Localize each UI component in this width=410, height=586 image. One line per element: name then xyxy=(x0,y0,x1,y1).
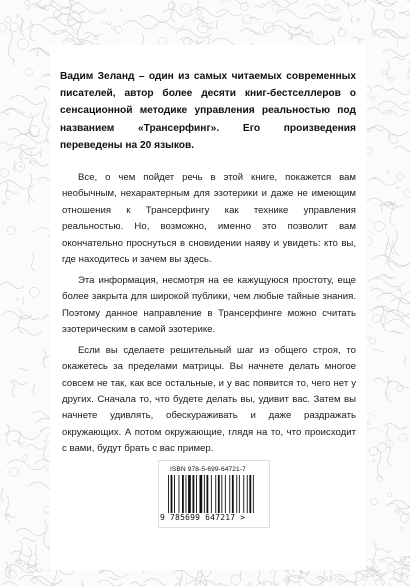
paragraph-3: Если вы сделаете решительный шаг из общего строя, то окажетесь за пределами матрицы. Вы начнете делать многое совсем не так, как все остальные, и у вас появится то, чего нет у других. Сначала то, что будете делать вы, удивит вас. Затем вы начнете удивлять, обескураживать и даже раздражать окружающих. А потом окружающие, глядя на то, что происходит с вами, будут брать с вас пример. xyxy=(62,344,356,455)
description xyxy=(62,170,356,462)
paragraph-1: Все, о чем пойдет речь в этой книге, покажется вам необычным, нехарактерным для эзотерики и даже не имеющим отношения к Трансерфингу как технике управления реальностью. Но, возможно, именно это позволит вам окончательно проснуться в сновидении наяву и увидеть: кто вы, где находитесь и зачем вы здесь. xyxy=(62,172,356,266)
paragraph-2: Эта информация, несмотря на ее кажущуюся простоту, еще более закрыта для широкой публики, чем любые тайные знания. Поэтому данное направление в Трансерфинге можно считать эзотерическим в самой эзотерике. xyxy=(62,274,356,336)
isbn-label: ISBN 978-5-699-64721-7 xyxy=(170,466,246,473)
barcode-digits: 9 785699 647217 > xyxy=(160,513,246,522)
barcode xyxy=(166,475,262,513)
author-intro: Вадим Зеланд – один из самых читаемых современных писателей, автор более десяти книг-бестселлеров о сенсационной методике управления реальностью под названием «Трансерфинг». Его произведения переведены на 20 языков. xyxy=(60,71,356,151)
